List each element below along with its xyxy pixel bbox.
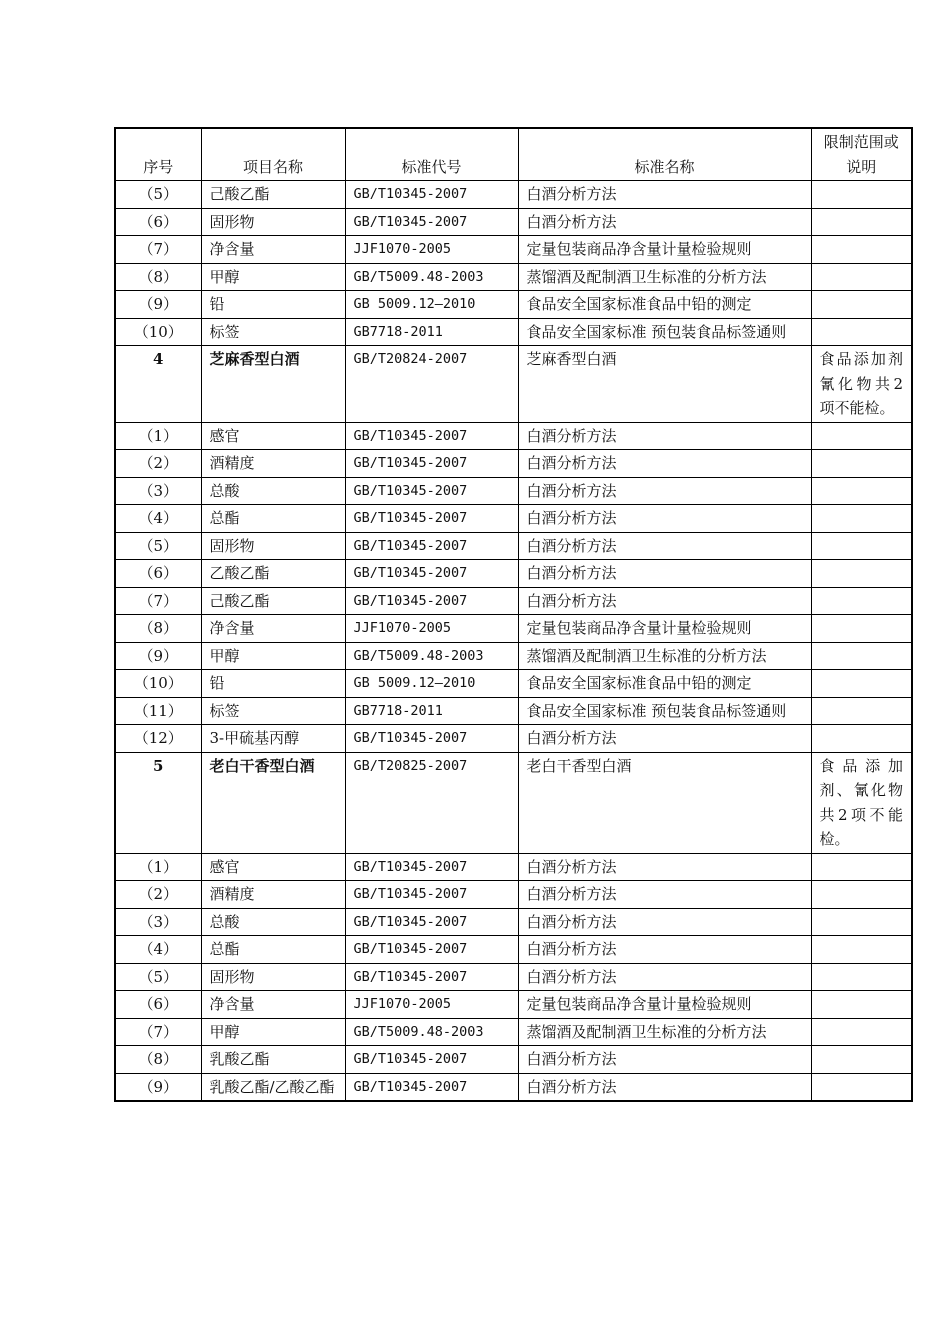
cell-standard-code: GB/T10345-2007 [345,881,518,909]
cell-standard-name: 老白干香型白酒 [518,752,811,853]
cell-standard-code: GB7718-2011 [345,318,518,346]
cell-standard-name: 定量包装商品净含量计量检验规则 [518,615,811,643]
table-row [115,318,912,346]
cell-item-name: 铅 [201,670,345,698]
cell-standard-code: GB/T10345-2007 [345,208,518,236]
cell-standard-code: GB/T10345-2007 [345,505,518,533]
cell-serial-no: （10） [115,670,201,698]
cell-standard-name: 白酒分析方法 [518,532,811,560]
cell-item-name: 酒精度 [201,450,345,478]
cell-serial-no: （9） [115,291,201,319]
cell-item-name: 己酸乙酯 [201,181,345,209]
table-row [115,560,912,588]
cell-standard-code: GB/T10345-2007 [345,532,518,560]
cell-item-name: 乳酸乙酯/乙酸乙酯 [201,1073,345,1101]
cell-scope-note [811,1073,912,1101]
cell-serial-no: （12） [115,725,201,753]
cell-item-name: 老白干香型白酒 [201,752,345,853]
cell-standard-name: 白酒分析方法 [518,560,811,588]
cell-scope-note: 食品添加剂、氰化物共2项不能检。 [811,752,912,853]
cell-item-name: 己酸乙酯 [201,587,345,615]
cell-scope-note [811,908,912,936]
cell-scope-note [811,725,912,753]
cell-serial-no: （2） [115,881,201,909]
table-row [115,642,912,670]
table-row [115,936,912,964]
cell-item-name: 净含量 [201,236,345,264]
cell-standard-code: JJF1070-2005 [345,615,518,643]
cell-item-name: 总酯 [201,936,345,964]
cell-standard-code: GB/T10345-2007 [345,587,518,615]
cell-standard-code: GB/T10345-2007 [345,450,518,478]
table-row [115,450,912,478]
cell-serial-no: 5 [115,752,201,853]
cell-serial-no: （6） [115,208,201,236]
table-row [115,963,912,991]
cell-standard-name: 定量包装商品净含量计量检验规则 [518,236,811,264]
table-row [115,208,912,236]
cell-standard-code: JJF1070-2005 [345,236,518,264]
cell-standard-name: 白酒分析方法 [518,587,811,615]
cell-standard-code: GB/T20824-2007 [345,346,518,423]
cell-serial-no: （10） [115,318,201,346]
header-serial-no: 序号 [115,128,201,181]
cell-serial-no: （5） [115,963,201,991]
cell-standard-name: 白酒分析方法 [518,505,811,533]
cell-standard-code: GB/T5009.48-2003 [345,1018,518,1046]
cell-scope-note [811,587,912,615]
cell-standard-code: GB/T10345-2007 [345,477,518,505]
cell-scope-note [811,505,912,533]
table-row [115,422,912,450]
cell-standard-name: 白酒分析方法 [518,450,811,478]
cell-serial-no: （9） [115,642,201,670]
cell-standard-name: 白酒分析方法 [518,208,811,236]
cell-standard-code: JJF1070-2005 [345,991,518,1019]
cell-serial-no: （6） [115,991,201,1019]
cell-standard-name: 食品安全国家标准 预包装食品标签通则 [518,318,811,346]
cell-serial-no: （5） [115,181,201,209]
cell-scope-note [811,236,912,264]
cell-standard-code: GB/T10345-2007 [345,181,518,209]
cell-scope-note [811,936,912,964]
cell-serial-no: （9） [115,1073,201,1101]
table-row [115,697,912,725]
cell-standard-name: 芝麻香型白酒 [518,346,811,423]
table-row [115,615,912,643]
cell-scope-note [811,991,912,1019]
cell-item-name: 感官 [201,422,345,450]
table-row [115,181,912,209]
cell-standard-code: GB/T10345-2007 [345,1046,518,1074]
cell-standard-code: GB/T10345-2007 [345,560,518,588]
cell-standard-code: GB/T10345-2007 [345,1073,518,1101]
cell-item-name: 标签 [201,697,345,725]
table-row [115,881,912,909]
table-row [115,908,912,936]
cell-standard-code: GB 5009.12—2010 [345,291,518,319]
cell-scope-note [811,263,912,291]
cell-scope-note [811,697,912,725]
cell-serial-no: （11） [115,697,201,725]
cell-scope-note: 食品添加剂氰化物共2项不能检。 [811,346,912,423]
cell-standard-name: 白酒分析方法 [518,881,811,909]
cell-serial-no: （2） [115,450,201,478]
cell-scope-note [811,881,912,909]
cell-item-name: 总酸 [201,477,345,505]
table-row [115,505,912,533]
cell-scope-note [811,642,912,670]
cell-standard-name: 蒸馏酒及配制酒卫生标准的分析方法 [518,1018,811,1046]
table-row [115,477,912,505]
cell-standard-code: GB/T5009.48-2003 [345,263,518,291]
header-scope-note: 限制范围或说明 [811,128,912,181]
cell-serial-no: （4） [115,936,201,964]
cell-serial-no: （6） [115,560,201,588]
cell-scope-note [811,208,912,236]
table-group-row [115,752,912,853]
cell-standard-code: GB7718-2011 [345,697,518,725]
cell-item-name: 固形物 [201,532,345,560]
cell-standard-name: 白酒分析方法 [518,963,811,991]
cell-standard-name: 蒸馏酒及配制酒卫生标准的分析方法 [518,263,811,291]
cell-serial-no: （7） [115,587,201,615]
cell-scope-note [811,477,912,505]
cell-item-name: 标签 [201,318,345,346]
table-row [115,1046,912,1074]
cell-standard-code: GB/T5009.48-2003 [345,642,518,670]
cell-standard-name: 白酒分析方法 [518,1073,811,1101]
header-item-name: 项目名称 [201,128,345,181]
cell-item-name: 净含量 [201,991,345,1019]
table-row [115,532,912,560]
cell-serial-no: （3） [115,908,201,936]
cell-standard-name: 白酒分析方法 [518,936,811,964]
cell-standard-code: GB 5009.12—2010 [345,670,518,698]
cell-item-name: 甲醇 [201,642,345,670]
cell-serial-no: （8） [115,1046,201,1074]
cell-standard-code: GB/T10345-2007 [345,936,518,964]
cell-serial-no: （5） [115,532,201,560]
cell-serial-no: （1） [115,853,201,881]
cell-standard-name: 食品安全国家标准食品中铅的测定 [518,291,811,319]
cell-standard-code: GB/T20825-2007 [345,752,518,853]
cell-serial-no: （8） [115,263,201,291]
cell-standard-name: 白酒分析方法 [518,477,811,505]
header-standard-code: 标准代号 [345,128,518,181]
cell-scope-note [811,422,912,450]
cell-standard-code: GB/T10345-2007 [345,853,518,881]
cell-scope-note [811,291,912,319]
cell-scope-note [811,532,912,560]
cell-standard-name: 白酒分析方法 [518,1046,811,1074]
table-row [115,725,912,753]
cell-standard-name: 食品安全国家标准食品中铅的测定 [518,670,811,698]
standards-table [114,127,913,1102]
table-row [115,587,912,615]
cell-standard-name: 白酒分析方法 [518,853,811,881]
cell-serial-no: （4） [115,505,201,533]
cell-scope-note [811,560,912,588]
cell-scope-note [811,670,912,698]
table-row [115,291,912,319]
cell-item-name: 酒精度 [201,881,345,909]
cell-standard-code: GB/T10345-2007 [345,908,518,936]
table-row [115,1018,912,1046]
cell-serial-no: （7） [115,236,201,264]
cell-item-name: 铅 [201,291,345,319]
cell-serial-no: （3） [115,477,201,505]
table-row [115,991,912,1019]
cell-standard-name: 白酒分析方法 [518,725,811,753]
cell-item-name: 3-甲硫基丙醇 [201,725,345,753]
table-group-row [115,346,912,423]
cell-scope-note [811,1018,912,1046]
cell-standard-name: 白酒分析方法 [518,908,811,936]
table-body [115,181,912,1102]
cell-item-name: 甲醇 [201,1018,345,1046]
cell-standard-name: 蒸馏酒及配制酒卫生标准的分析方法 [518,642,811,670]
table-row [115,236,912,264]
cell-item-name: 净含量 [201,615,345,643]
cell-serial-no: （1） [115,422,201,450]
cell-item-name: 固形物 [201,208,345,236]
cell-serial-no: 4 [115,346,201,423]
cell-standard-code: GB/T10345-2007 [345,422,518,450]
cell-serial-no: （8） [115,615,201,643]
cell-scope-note [811,963,912,991]
header-standard-name: 标准名称 [518,128,811,181]
cell-standard-code: GB/T10345-2007 [345,725,518,753]
cell-item-name: 乙酸乙酯 [201,560,345,588]
cell-scope-note [811,615,912,643]
cell-standard-name: 食品安全国家标准 预包装食品标签通则 [518,697,811,725]
table-row [115,670,912,698]
cell-standard-name: 白酒分析方法 [518,181,811,209]
table-row [115,853,912,881]
cell-scope-note [811,318,912,346]
table-row [115,263,912,291]
cell-standard-name: 定量包装商品净含量计量检验规则 [518,991,811,1019]
cell-scope-note [811,1046,912,1074]
cell-standard-name: 白酒分析方法 [518,422,811,450]
cell-item-name: 甲醇 [201,263,345,291]
cell-scope-note [811,450,912,478]
cell-item-name: 总酸 [201,908,345,936]
table-header-row [115,128,912,181]
cell-standard-code: GB/T10345-2007 [345,963,518,991]
cell-scope-note [811,181,912,209]
cell-item-name: 感官 [201,853,345,881]
table-row [115,1073,912,1101]
cell-serial-no: （7） [115,1018,201,1046]
cell-item-name: 芝麻香型白酒 [201,346,345,423]
cell-item-name: 乳酸乙酯 [201,1046,345,1074]
cell-scope-note [811,853,912,881]
cell-item-name: 固形物 [201,963,345,991]
cell-item-name: 总酯 [201,505,345,533]
